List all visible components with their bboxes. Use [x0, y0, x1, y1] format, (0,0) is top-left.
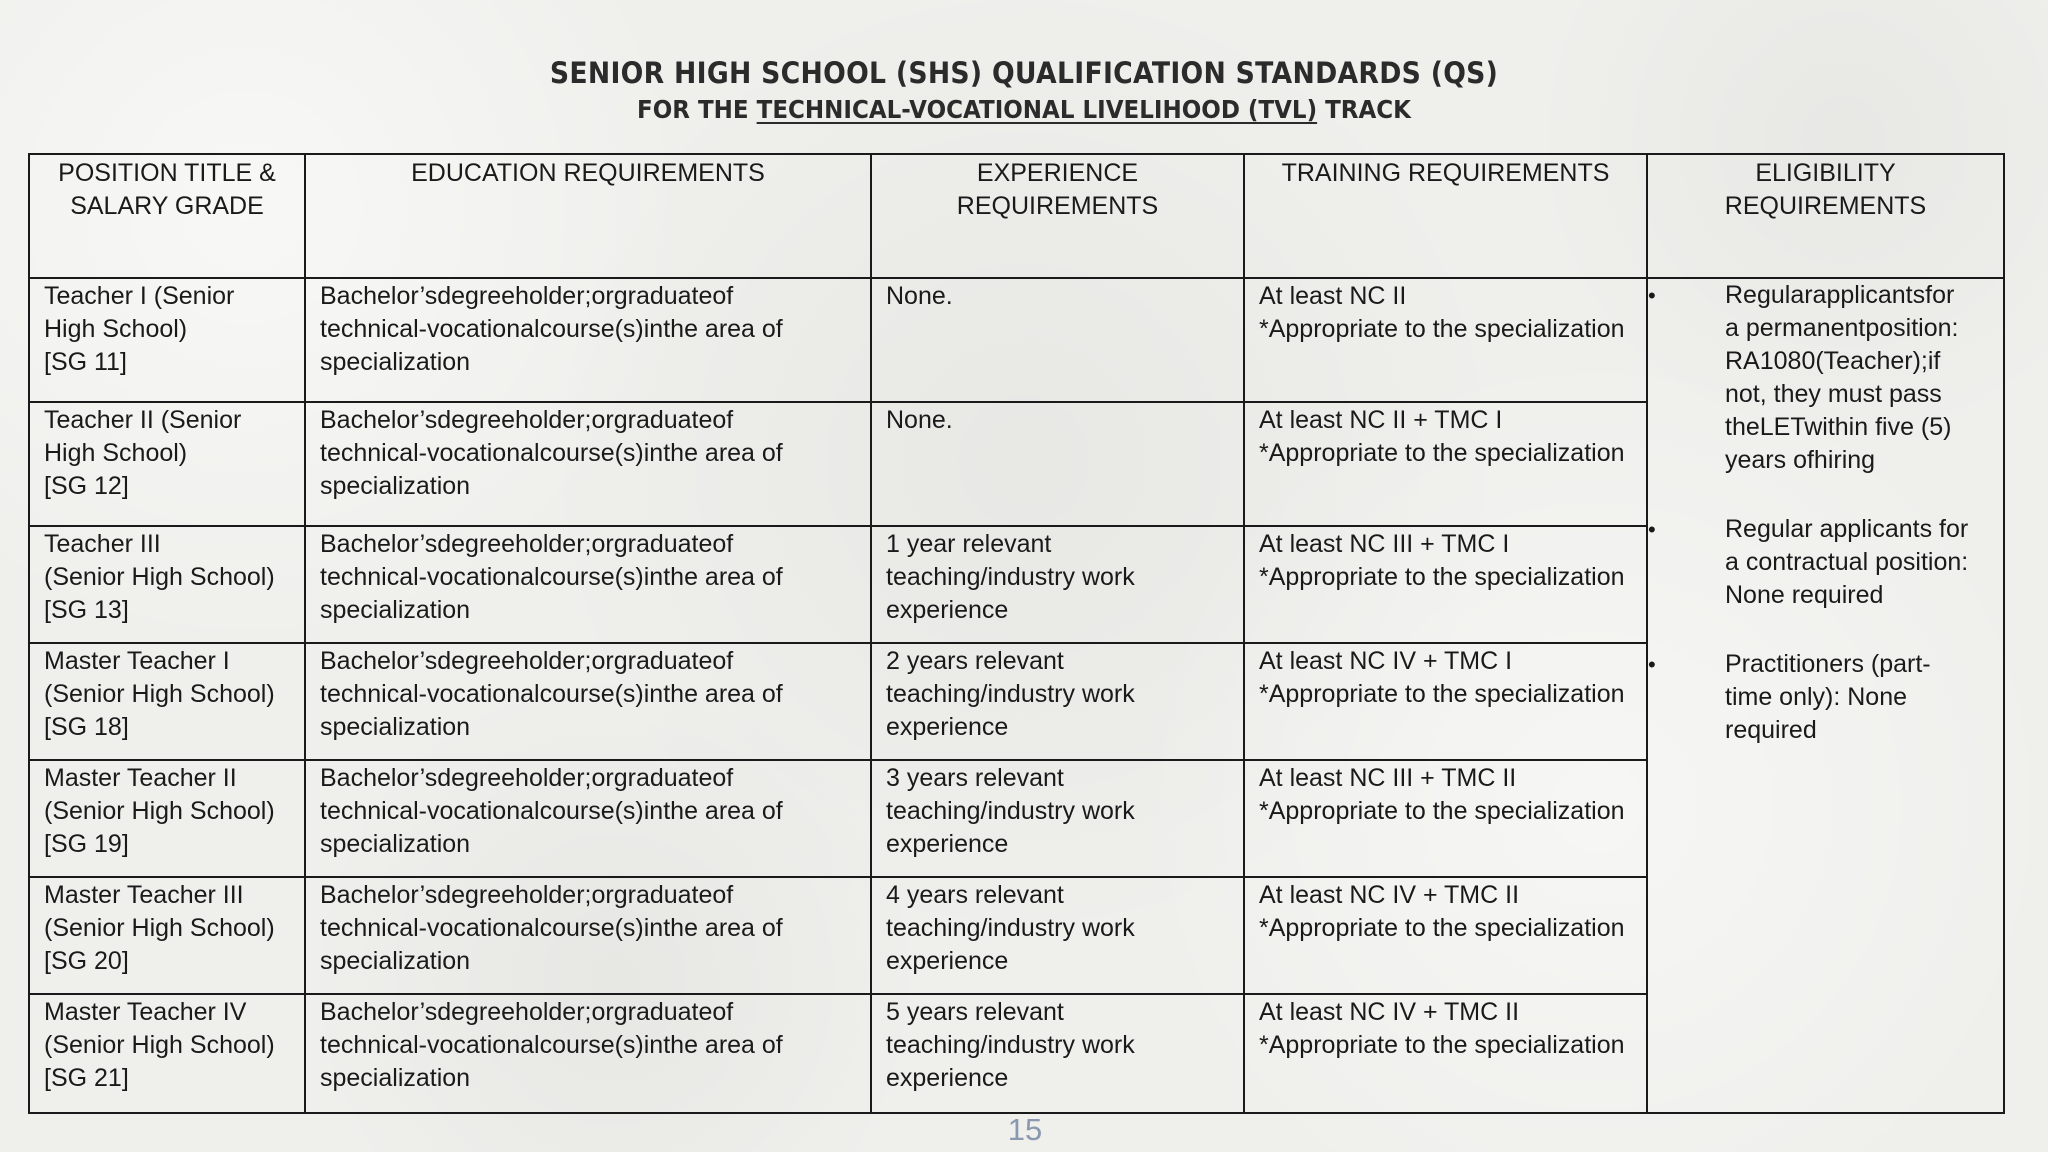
position-line: [SG 11]: [44, 348, 127, 376]
position-line: Teacher II (Senior: [44, 406, 242, 434]
header-line: EDUCATION REQUIREMENTS: [411, 159, 765, 187]
experience-cell: [871, 994, 1244, 1113]
position-line: (Senior High School): [44, 563, 275, 591]
eligibility-line: theLETwithin five (5): [1725, 413, 1952, 441]
position-line: (Senior High School): [44, 680, 275, 708]
position-cell: [29, 643, 305, 760]
education-line: technical-vocationalcourse(s)inthe area of: [320, 315, 783, 343]
eligibility-list: [1648, 279, 2003, 747]
eligibility-cell: [1647, 278, 2004, 1113]
education-cell: [305, 526, 871, 643]
position-cell: [29, 877, 305, 994]
position-line: (Senior High School): [44, 914, 275, 942]
subtitle-track-name: TECHNICAL-VOCATIONAL LIVELIHOOD (TVL): [756, 95, 1318, 124]
training-line: *Appropriate to the specialization: [1259, 563, 1625, 591]
column-header-experience: [871, 154, 1244, 278]
training-line: At least NC II + TMC I: [1259, 406, 1503, 434]
subtitle-prefix: FOR THE: [636, 95, 757, 124]
page-number: 15: [1007, 1112, 1043, 1147]
training-line: *Appropriate to the specialization: [1259, 315, 1625, 343]
education-line: technical-vocationalcourse(s)inthe area of: [320, 439, 783, 467]
education-line: technical-vocationalcourse(s)inthe area of: [320, 563, 783, 591]
experience-line: experience: [886, 947, 1009, 975]
training-cell: [1244, 994, 1647, 1113]
position-line: [SG 12]: [44, 472, 129, 500]
experience-cell: [871, 877, 1244, 994]
eligibility-item-practitioners: [1648, 648, 2003, 747]
eligibility-line: RA1080(Teacher);if: [1725, 347, 1941, 375]
qualification-standards-table: [28, 153, 2005, 1114]
education-line: Bachelor’sdegreeholder;orgraduateof: [320, 881, 734, 909]
position-cell: [29, 760, 305, 877]
education-line: technical-vocationalcourse(s)inthe area of: [320, 914, 783, 942]
experience-line: 3 years relevant: [886, 764, 1064, 792]
header-line: TRAINING REQUIREMENTS: [1281, 159, 1610, 187]
position-cell: [29, 402, 305, 526]
education-cell: [305, 278, 871, 402]
training-line: At least NC IV + TMC II: [1259, 998, 1520, 1026]
training-cell: [1244, 526, 1647, 643]
experience-cell: [871, 278, 1244, 402]
position-line: High School): [44, 439, 188, 467]
experience-line: None.: [886, 406, 953, 434]
education-line: technical-vocationalcourse(s)inthe area of: [320, 797, 783, 825]
experience-cell: [871, 526, 1244, 643]
position-line: High School): [44, 315, 188, 343]
experience-cell: [871, 643, 1244, 760]
eligibility-line: None required: [1725, 581, 1884, 609]
table-header-row: [29, 154, 2004, 278]
header-line: SALARY GRADE: [70, 192, 264, 220]
training-line: *Appropriate to the specialization: [1259, 439, 1625, 467]
bullet-icon: •: [1648, 283, 1656, 308]
education-line: specialization: [320, 472, 471, 500]
eligibility-line: time only): None: [1725, 683, 1908, 711]
education-line: specialization: [320, 947, 471, 975]
position-line: Master Teacher II: [44, 764, 237, 792]
eligibility-line: not, they must pass: [1725, 380, 1942, 408]
training-line: *Appropriate to the specialization: [1259, 680, 1625, 708]
training-line: At least NC IV + TMC I: [1259, 647, 1513, 675]
education-cell: [305, 994, 871, 1113]
experience-line: teaching/industry work: [886, 680, 1135, 708]
training-line: *Appropriate to the specialization: [1259, 797, 1625, 825]
education-cell: [305, 643, 871, 760]
training-cell: [1244, 643, 1647, 760]
education-line: Bachelor’sdegreeholder;orgraduateof: [320, 764, 734, 792]
education-line: Bachelor’sdegreeholder;orgraduateof: [320, 406, 734, 434]
experience-line: teaching/industry work: [886, 1031, 1135, 1059]
training-cell: [1244, 877, 1647, 994]
education-line: specialization: [320, 713, 471, 741]
position-line: [SG 18]: [44, 713, 129, 741]
position-line: Master Teacher III: [44, 881, 244, 909]
training-line: At least NC III + TMC II: [1259, 764, 1517, 792]
eligibility-line: a contractual position:: [1725, 548, 1969, 576]
education-line: specialization: [320, 348, 471, 376]
experience-cell: [871, 760, 1244, 877]
document-subtitle: [82, 95, 1966, 124]
experience-line: 1 year relevant: [886, 530, 1052, 558]
position-line: [SG 20]: [44, 947, 129, 975]
education-line: specialization: [320, 830, 471, 858]
experience-line: experience: [886, 1064, 1009, 1092]
education-line: Bachelor’sdegreeholder;orgraduateof: [320, 998, 734, 1026]
position-line: [SG 19]: [44, 830, 129, 858]
education-line: specialization: [320, 596, 471, 624]
position-line: Master Teacher IV: [44, 998, 247, 1026]
header-line: ELIGIBILITY: [1755, 159, 1896, 187]
position-line: [SG 13]: [44, 596, 129, 624]
header-line: REQUIREMENTS: [1724, 192, 1927, 220]
experience-line: 2 years relevant: [886, 647, 1064, 675]
table-row: [29, 278, 2004, 402]
training-line: *Appropriate to the specialization: [1259, 914, 1625, 942]
position-line: (Senior High School): [44, 1031, 275, 1059]
experience-line: 4 years relevant: [886, 881, 1064, 909]
column-header-position: [29, 154, 305, 278]
position-cell: [29, 994, 305, 1113]
experience-line: None.: [886, 282, 953, 310]
experience-line: teaching/industry work: [886, 797, 1135, 825]
bullet-icon: •: [1648, 517, 1656, 542]
position-line: Master Teacher I: [44, 647, 230, 675]
eligibility-line: years ofhiring: [1725, 446, 1876, 474]
education-cell: [305, 402, 871, 526]
eligibility-line: Regular applicants for: [1725, 515, 1969, 543]
column-header-eligibility: [1647, 154, 2004, 278]
experience-line: experience: [886, 830, 1009, 858]
training-cell: [1244, 278, 1647, 402]
header-line: EXPERIENCE: [976, 159, 1139, 187]
eligibility-line: Regularapplicantsfor: [1725, 281, 1955, 309]
position-line: Teacher I (Senior: [44, 282, 235, 310]
experience-cell: [871, 402, 1244, 526]
training-cell: [1244, 760, 1647, 877]
training-line: At least NC III + TMC I: [1259, 530, 1510, 558]
eligibility-line: required: [1725, 716, 1817, 744]
position-line: [SG 21]: [44, 1064, 129, 1092]
education-cell: [305, 877, 871, 994]
eligibility-line: Practitioners (part-: [1725, 650, 1931, 678]
education-line: Bachelor’sdegreeholder;orgraduateof: [320, 647, 734, 675]
education-line: technical-vocationalcourse(s)inthe area of: [320, 680, 783, 708]
bullet-icon: •: [1648, 652, 1656, 677]
training-cell: [1244, 402, 1647, 526]
eligibility-item-permanent: [1648, 279, 2003, 477]
position-cell: [29, 278, 305, 402]
experience-line: teaching/industry work: [886, 914, 1135, 942]
eligibility-line: a permanentposition:: [1725, 314, 1959, 342]
column-header-training: [1244, 154, 1647, 278]
header-line: REQUIREMENTS: [956, 192, 1159, 220]
training-line: At least NC IV + TMC II: [1259, 881, 1520, 909]
experience-line: experience: [886, 713, 1009, 741]
education-line: Bachelor’sdegreeholder;orgraduateof: [320, 282, 734, 310]
position-line: Teacher III: [44, 530, 161, 558]
subtitle-suffix: TRACK: [1317, 95, 1412, 124]
eligibility-item-contractual: [1648, 513, 2003, 612]
training-line: *Appropriate to the specialization: [1259, 1031, 1625, 1059]
experience-line: teaching/industry work: [886, 563, 1135, 591]
education-line: technical-vocationalcourse(s)inthe area of: [320, 1031, 783, 1059]
position-cell: [29, 526, 305, 643]
experience-line: experience: [886, 596, 1009, 624]
column-header-education: [305, 154, 871, 278]
position-line: (Senior High School): [44, 797, 275, 825]
experience-line: 5 years relevant: [886, 998, 1064, 1026]
education-cell: [305, 760, 871, 877]
document-title: SENIOR HIGH SCHOOL (SHS) QUALIFICATION STANDARDS (QS): [549, 56, 1499, 90]
education-line: Bachelor’sdegreeholder;orgraduateof: [320, 530, 734, 558]
header-line: POSITION TITLE &: [58, 159, 276, 187]
education-line: specialization: [320, 1064, 471, 1092]
training-line: At least NC II: [1259, 282, 1407, 310]
